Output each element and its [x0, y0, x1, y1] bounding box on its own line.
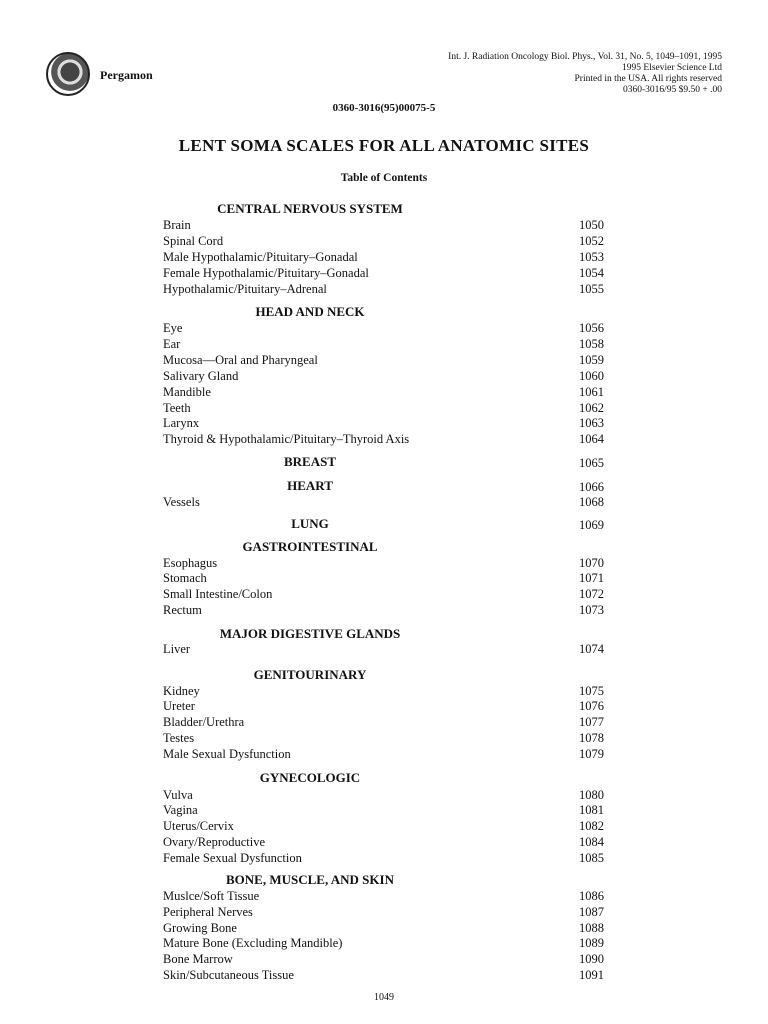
pergamon-logo [46, 52, 90, 96]
toc-entry-name: Esophagus [163, 556, 218, 570]
toc-entry-page: 1076 [579, 699, 604, 713]
toc-entry [163, 802, 604, 818]
toc-entry-name: Teeth [163, 401, 191, 415]
article-title: LENT SOMA SCALES FOR ALL ANATOMIC SITES [178, 136, 590, 155]
toc-entry [163, 834, 604, 850]
toc-entry [163, 570, 604, 586]
toc-entry [163, 415, 604, 431]
toc-entry-page: 1070 [579, 556, 604, 570]
toc-entry-name: Vagina [163, 803, 198, 817]
toc-entry-name: Male Sexual Dysfunction [163, 747, 291, 761]
toc-entry-page: 1081 [579, 803, 604, 817]
toc-entry-page: 1054 [579, 266, 604, 280]
toc-entry [163, 555, 604, 571]
toc-entry [163, 494, 604, 510]
page-number: 1049 [374, 992, 394, 1003]
publisher-name: Pergamon [100, 68, 153, 82]
toc-entry-name: Liver [163, 642, 191, 656]
section-heading: HEAD AND NECK [255, 304, 365, 319]
toc-entry-name: Vessels [163, 495, 200, 509]
toc-entry-page: 1091 [579, 968, 604, 982]
toc-entry [163, 683, 604, 699]
toc-entry-name: Uterus/Cervix [163, 819, 234, 833]
toc-entry-name: Ureter [163, 699, 195, 713]
toc-entry-page: 1053 [579, 250, 604, 264]
toc-entry-page: 1090 [579, 952, 604, 966]
toc-entry-name: Salivary Gland [163, 369, 239, 383]
section-heading: GENITOURINARY [253, 667, 367, 682]
toc-entry-page: 1079 [579, 747, 604, 761]
toc-entry [163, 935, 604, 951]
toc-entry [163, 265, 604, 281]
toc-entry-page: 1077 [579, 715, 604, 729]
toc-entry-name: Larynx [163, 416, 200, 430]
toc-entry-name: Female Sexual Dysfunction [163, 851, 302, 865]
toc-entry-name: Spinal Cord [163, 234, 224, 248]
section-page-number: 1066 [579, 480, 604, 494]
section-page-number: 1065 [579, 456, 604, 470]
toc-entry-page: 1080 [579, 788, 604, 802]
toc-entry-name: Peripheral Nerves [163, 905, 253, 919]
toc-entry-name: Eye [163, 321, 183, 335]
toc-entry [163, 787, 604, 803]
toc-entry-page: 1086 [579, 889, 604, 903]
toc-entry-page: 1084 [579, 835, 604, 849]
toc-entry-name: Skin/Subcutaneous Tissue [163, 968, 294, 982]
article-identifier: 0360-3016(95)00075-5 [332, 102, 436, 114]
toc-entry-name: Brain [163, 218, 191, 232]
toc-entry-page: 1075 [579, 684, 604, 698]
toc-entry [163, 904, 604, 920]
toc-entry [163, 967, 604, 983]
toc-entry [163, 320, 604, 336]
toc-entry [163, 951, 604, 967]
toc-entry-page: 1082 [579, 819, 604, 833]
toc-entry-page: 1072 [579, 587, 604, 601]
section-heading: MAJOR DIGESTIVE GLANDS [219, 626, 401, 641]
toc-entry-page: 1059 [579, 353, 604, 367]
toc-entry [163, 850, 604, 866]
toc-entry-page: 1062 [579, 401, 604, 415]
section-heading: LUNG [291, 516, 329, 531]
toc-entry [163, 698, 604, 714]
toc-entry-page: 1050 [579, 218, 604, 232]
toc-entry-page: 1088 [579, 921, 604, 935]
toc-entry-name: Small Intestine/Colon [163, 587, 273, 601]
toc-entry-name: Vulva [163, 788, 193, 802]
toc-entry [163, 920, 604, 936]
toc-entry-name: Male Hypothalamic/Pituitary–Gonadal [163, 250, 358, 264]
toc-entry-page: 1073 [579, 603, 604, 617]
toc-entry [163, 888, 604, 904]
toc-entry-page: 1089 [579, 936, 604, 950]
toc-entry [163, 818, 604, 834]
toc-entry [163, 602, 604, 618]
toc-entry-name: Growing Bone [163, 921, 237, 935]
toc-entry [163, 730, 604, 746]
toc-entry-name: Thyroid & Hypothalamic/Pituitary–Thyroid Axis [163, 432, 410, 446]
toc-entry-name: Mandible [163, 385, 211, 399]
toc-entry-page: 1061 [579, 385, 604, 399]
toc-entry-name: Kidney [163, 684, 200, 698]
toc-entry-name: Rectum [163, 603, 202, 617]
toc-entry-name: Bone Marrow [163, 952, 233, 966]
toc-entry-name: Mature Bone (Excluding Mandible) [163, 936, 343, 950]
toc-entry-page: 1078 [579, 731, 604, 745]
journal-citation [448, 52, 722, 96]
toc-entry-name: Testes [163, 731, 195, 745]
toc-entry [163, 746, 604, 762]
section-heading: BREAST [283, 454, 337, 469]
toc-entry [163, 586, 604, 602]
toc-entry-name: Mucosa—Oral and Pharyngeal [163, 353, 318, 367]
section-heading: GASTROINTESTINAL [242, 539, 378, 554]
toc-entry [163, 431, 604, 447]
toc-entry-name: Ovary/Reproductive [163, 835, 266, 849]
toc-entry [163, 714, 604, 730]
toc-entry [163, 641, 604, 657]
toc-entry-name: Muslce/Soft Tissue [163, 889, 260, 903]
section-page-number: 1069 [579, 518, 604, 532]
section-heading: GYNECOLOGIC [259, 770, 361, 785]
toc-entry [163, 233, 604, 249]
toc-entry-page: 1063 [579, 416, 604, 430]
toc-entry-page: 1087 [579, 905, 604, 919]
toc-entry-name: Ear [163, 337, 181, 351]
toc-entry [163, 336, 604, 352]
toc-entry-page: 1058 [579, 337, 604, 351]
citation-line: Int. J. Radiation Oncology Biol. Phys., Vol. 31, No. 5, 1049–1091, 1995 [448, 52, 722, 62]
toc-entry-name: Hypothalamic/Pituitary–Adrenal [163, 282, 327, 296]
toc-entry [163, 400, 604, 416]
toc-entry-page: 1074 [579, 642, 604, 656]
toc-entry-name: Bladder/Urethra [163, 715, 245, 729]
section-heading: HEART [287, 478, 333, 493]
toc-entry-page: 1071 [579, 571, 604, 585]
toc-entry-name: Female Hypothalamic/Pituitary–Gonadal [163, 266, 369, 280]
citation-line: 0360-3016/95 $9.50 + .00 [622, 85, 722, 95]
toc-entry-page: 1052 [579, 234, 604, 248]
toc-entry-name: Stomach [163, 571, 207, 585]
toc-entry [163, 217, 604, 233]
toc-entry [163, 281, 604, 297]
citation-line: Printed in the USA. All rights reserved [574, 74, 722, 84]
toc-entry [163, 352, 604, 368]
toc-entry-page: 1068 [579, 495, 604, 509]
toc-entry-page: 1055 [579, 282, 604, 296]
section-heading: CENTRAL NERVOUS SYSTEM [217, 201, 403, 216]
toc-entry [163, 249, 604, 265]
toc-entry-page: 1060 [579, 369, 604, 383]
toc-entry-page: 1056 [579, 321, 604, 335]
toc-entry-page: 1085 [579, 851, 604, 865]
toc-entry [163, 368, 604, 384]
toc-title: Table of Contents [340, 172, 428, 184]
toc-entry-page: 1064 [579, 432, 604, 446]
citation-line: 1995 Elsevier Science Ltd [622, 63, 722, 73]
section-heading: BONE, MUSCLE, AND SKIN [226, 872, 394, 887]
toc-entry [163, 384, 604, 400]
